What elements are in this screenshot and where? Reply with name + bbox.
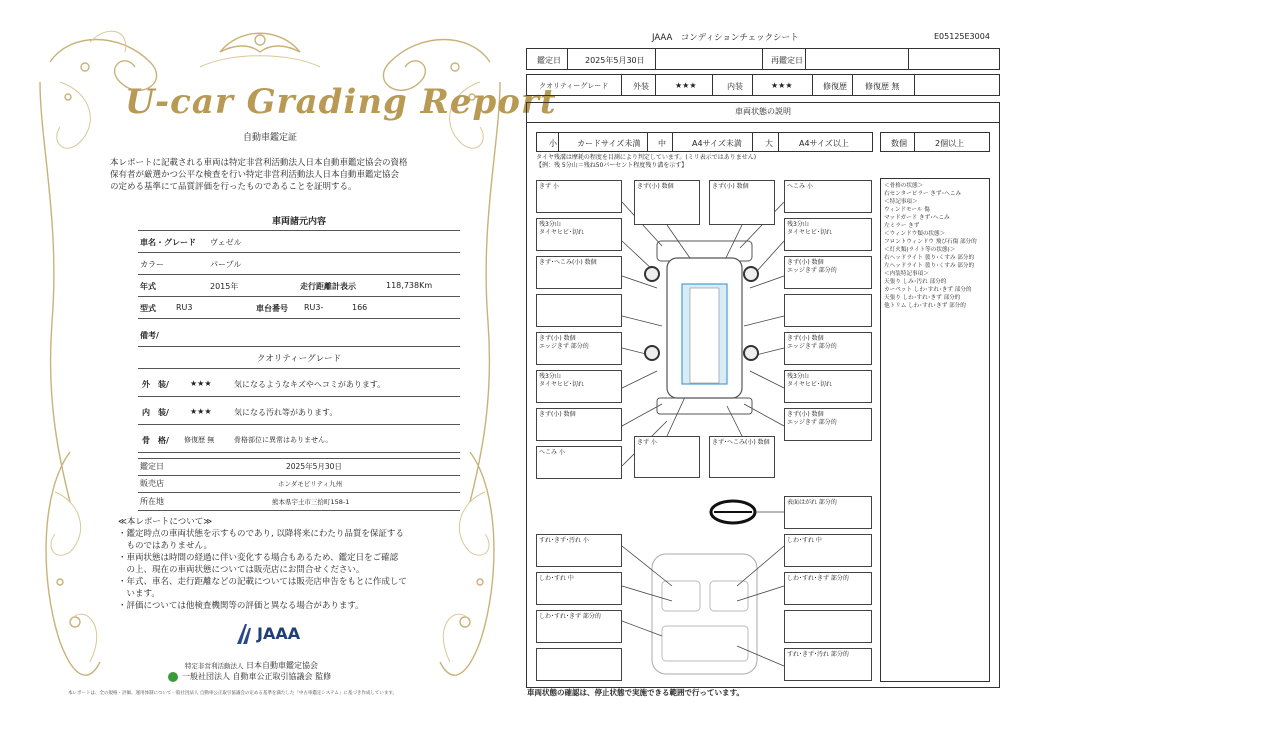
condition-cell: きず(小) 数個 <box>709 180 775 225</box>
section-title: 車両状態の説明 <box>526 102 1000 123</box>
about-section <box>118 516 458 612</box>
grade-heading: クオリティーグレード <box>138 352 460 369</box>
certificate-subtitle: 自動車鑑定証 <box>242 133 297 143</box>
about-note: ものではありません。 <box>118 541 213 551</box>
size-mid-desc: A4サイズ未満 <box>692 139 742 148</box>
date-row <box>138 458 460 476</box>
interior-cell: すれ･きず･汚れ 小 <box>536 534 622 567</box>
interior-stars: ★★★ <box>771 81 793 90</box>
condition-cell <box>536 294 622 327</box>
condition-check-sheet <box>522 26 1002 706</box>
type-row <box>138 298 460 319</box>
exterior-label: 外装 <box>633 82 649 91</box>
address-row <box>138 494 460 511</box>
interior-label: 内装 <box>727 82 743 91</box>
org1-prefix: 特定非営利活動法人 <box>185 662 244 670</box>
color-label: カラー <box>140 260 164 269</box>
type-value: RU3 <box>176 303 193 312</box>
sheet-code: E05125E3004 <box>934 32 990 41</box>
chassis-value: RU3- <box>304 303 324 312</box>
exterior-label: 外 装/ <box>142 380 169 389</box>
condition-cell: きず(小) 数個 エッジきず 部分的 <box>784 332 872 365</box>
sheet-title: JAAA コンディションチェックシート <box>652 33 799 43</box>
condition-cell: きず･へこみ(小) 数個 <box>709 436 775 478</box>
steering-condition-cell: 表面はがれ 部分的 <box>784 496 872 529</box>
about-heading: ≪本レポートについて≫ <box>118 517 213 527</box>
report-title: U-car Grading Report <box>125 82 557 122</box>
repair-value: 修復歴 無 <box>865 82 900 91</box>
condition-cell: きず(小) 数個 <box>536 408 622 441</box>
frame-text: 骨格部位に異常はありません。 <box>234 436 333 444</box>
condition-cell: きず 小 <box>536 180 622 213</box>
interior-text: 気になる汚れ等があります。 <box>234 408 338 417</box>
interior-cell <box>536 648 622 681</box>
repair-label: 修復歴 <box>823 82 847 91</box>
interior-stars: ★★★ <box>190 407 212 416</box>
exterior-stars: ★★★ <box>675 81 697 90</box>
color-value: パープル <box>210 260 242 269</box>
interior-cell <box>784 610 872 643</box>
model-value: ヴェゼル <box>210 238 242 247</box>
address-label: 所在地 <box>140 497 164 506</box>
tire-note-line: タイヤ残溝は摩耗の程度を目測により判定しています。(ミリ表示ではありません) <box>536 154 757 161</box>
count-desc: 2個以上 <box>935 139 965 148</box>
year-row <box>138 276 460 297</box>
interior-row <box>138 402 460 425</box>
jaaa-logo-text: JAAA <box>257 624 301 643</box>
size-small: 小 <box>549 139 557 148</box>
condition-cell: きず(小) 数個 エッジきず 部分的 <box>784 256 872 289</box>
jaaa-logo-icon <box>235 622 255 646</box>
certificate-footer: 本レポートは、全の規格・評価、運用体制について一般社団法人 自動車公正取引協議会の定める基準を満たした「中古車鑑定システム」に基づき作成しています。 <box>68 691 398 696</box>
intro-line: 本レポートに記載される車両は特定非営利活動法人日本自動車鑑定協会の資格 <box>110 158 408 168</box>
date-label: 鑑定日 <box>140 462 164 471</box>
chassis-number: 166 <box>352 303 368 312</box>
mileage-value: 118,738Km <box>386 281 433 290</box>
notes-label: 備考/ <box>140 331 159 340</box>
intro-line: の定める基準にて品質評価を行ったものであることを証明する。 <box>110 182 357 192</box>
spec-heading: 車両諸元内容 <box>138 214 460 231</box>
color-row <box>138 254 460 275</box>
condition-cell: へこみ 小 <box>784 180 872 213</box>
count-label: 数個 <box>891 139 907 148</box>
condition-cell <box>784 294 872 327</box>
notes-row <box>138 320 460 347</box>
tire-note-line: 【例：残 5分山＝残ね50パーセント程度残り溝を示す】 <box>536 162 688 169</box>
sheet-footer: 車両状態の確認は、停止状態で実施できる範囲で行っています。 <box>527 688 744 697</box>
remarks-text: ＜骨格の状態＞ 右センターピラー きず･へこみ ＜特記事項＞ ウィンドモール 傷 マッドガード きず･へこみ 左ミラー きず ＜ウィンドウ類の状態＞ フロントウィンドウ 飛び石傷 部分的 ＜灯火類(ライト等の状態)＞ 右ヘッドライト 曇り･くすみ 部分的 左ヘッドライト 曇り･くすみ 部分的 ＜内装特記事項＞ 天張り しみ･汚れ 部分的 カーペット しわ･すれ･きず 部分的 天張り しわ･すれ･きず 部分的 他トリム しわ･すれ･きず 部分的 <box>884 183 977 309</box>
remarks-panel <box>880 178 990 682</box>
condition-cell: 残3分山 タイヤヒビ･切れ <box>784 218 872 251</box>
condition-cell: きず･へこみ(小) 数個 <box>536 256 622 289</box>
frame-row <box>138 430 460 453</box>
size-small-desc: カードサイズ未満 <box>577 139 641 148</box>
size-large: 大 <box>765 139 773 148</box>
frame-label: 骨 格/ <box>142 436 169 445</box>
condition-cell: きず(小) 数個 <box>634 180 700 225</box>
interior-cell: しわ･すれ 中 <box>536 572 622 605</box>
interior-cell: しわ･すれ･きず 部分的 <box>784 572 872 605</box>
redate-label: 再鑑定日 <box>771 56 803 65</box>
model-row <box>138 232 460 253</box>
about-note: ・鑑定時点の車両状態を示すものであり, 以降将来にわたり品質を保証する <box>118 529 404 539</box>
frame-value: 修復歴 無 <box>184 436 215 444</box>
jaaa-logo <box>235 620 315 648</box>
interior-cell: しわ･すれ 中 <box>784 534 872 567</box>
condition-cell: へこみ 小 <box>536 446 622 479</box>
org-line-2: 一般社団法人 自動車公正取引協議会 監修 <box>182 672 332 681</box>
about-note: ・車両状態は時間の経過に伴い変化する場合もあるため、鑑定日をご確認 <box>118 553 399 563</box>
condition-cell: 残3分山 タイヤヒビ･切れ <box>536 218 622 251</box>
chassis-label: 車台番号 <box>256 304 288 313</box>
grade-label: クオリティーグレード <box>539 82 609 90</box>
year-value: 2015年 <box>210 282 239 291</box>
model-label: 車名・グレード <box>140 238 196 247</box>
interior-label: 内 装/ <box>142 408 169 417</box>
condition-cell: きず 小 <box>634 436 700 478</box>
intro-line: 保有者が厳選かつ公平な検査を行い特定非営利活動法人日本自動車鑑定協会 <box>110 170 400 180</box>
about-note: ・評価については他検査機関等の評価と異なる場合があります。 <box>118 601 364 611</box>
about-note: います。 <box>118 589 160 599</box>
org1-name: 日本自動車鑑定協会 <box>246 661 319 670</box>
interior-cell: しわ･すれ･きず 部分的 <box>536 610 622 643</box>
condition-cell: きず(小) 数個 エッジきず 部分的 <box>784 408 872 441</box>
size-mid: 中 <box>658 139 666 148</box>
date-label: 鑑定日 <box>537 56 561 65</box>
dealer-label: 販売店 <box>140 479 164 488</box>
size-large-desc: A4サイズ以上 <box>799 139 849 148</box>
about-note: の上、現在の車両状態については販売店にお問合せください。 <box>118 565 365 575</box>
type-label: 型式 <box>140 304 156 313</box>
year-label: 年式 <box>140 282 156 291</box>
council-mark-icon <box>168 672 178 682</box>
exterior-text: 気になるようなキズやヘコミがあります。 <box>234 380 386 389</box>
exterior-row <box>138 374 460 397</box>
mileage-label: 走行距離計表示 <box>300 282 356 291</box>
intro-text <box>110 157 440 193</box>
condition-cell: 残3分山 タイヤヒビ･切れ <box>536 370 622 403</box>
address-value: 熊本県宇土市三拾町158-1 <box>272 498 350 506</box>
condition-cell: きず(小) 数個 エッジきず 部分的 <box>536 332 622 365</box>
exterior-stars: ★★★ <box>190 379 212 388</box>
condition-cell: 残3分山 タイヤヒビ･切れ <box>784 370 872 403</box>
dealer-row <box>138 476 460 493</box>
date-value: 2025年5月30日 <box>286 462 342 471</box>
interior-cell: すれ･きず･汚れ 部分的 <box>784 648 872 681</box>
org-line-1 <box>185 660 435 671</box>
about-note: ・年式、車名、走行距離などの記載については販売店申告をもとに作成して <box>118 577 407 587</box>
dealer-value: ホンダモビリティ九州 <box>278 480 343 488</box>
date-value: 2025年5月30日 <box>585 56 645 65</box>
